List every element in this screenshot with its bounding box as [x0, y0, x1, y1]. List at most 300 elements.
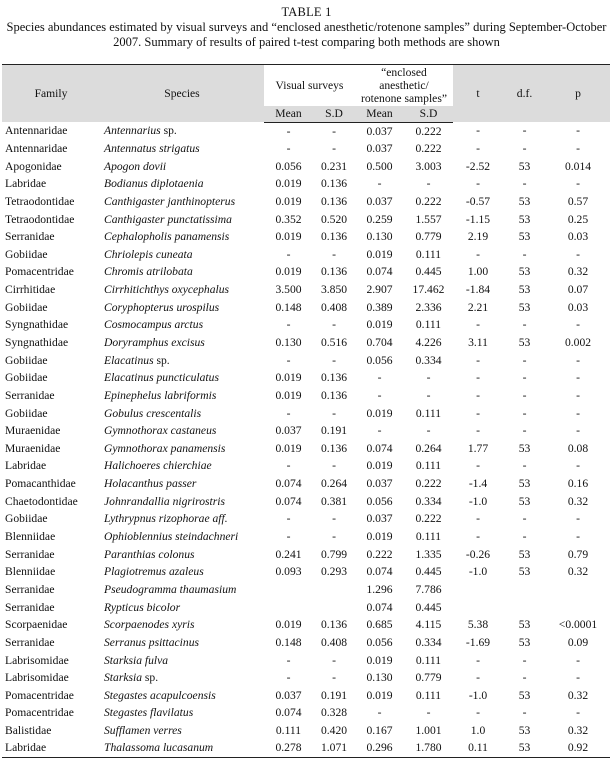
- visual-mean-cell: -: [286, 406, 291, 420]
- enclosed-mean-cell: 0.019: [366, 318, 393, 332]
- t-value-cell: -1.4: [468, 477, 488, 491]
- species-cell: Stegastes flavilatus: [104, 706, 194, 720]
- df-cell: 53: [518, 159, 531, 173]
- enclosed-mean-cell: 1.296: [366, 582, 393, 596]
- enclosed-sd-cell: 1.557: [415, 212, 442, 226]
- p-value-cell: 0.03: [567, 230, 589, 244]
- df-cell: -: [522, 424, 527, 438]
- df-cell: 53: [518, 194, 531, 208]
- enclosed-mean-cell: 0.019: [366, 247, 393, 261]
- enclosed-mean-cell: 0.019: [366, 406, 393, 420]
- species-cell: [100, 351, 264, 369]
- family-cell: Labridae: [5, 459, 47, 473]
- species-cell: Chromis atrilobata: [104, 265, 193, 279]
- species-cell: Halichoeres chierchiae: [104, 459, 212, 473]
- enclosed-sd-cell: 17.462: [412, 283, 445, 297]
- visual-sd-cell: 0.799: [320, 547, 348, 561]
- enclosed-mean-cell: -: [377, 424, 382, 438]
- p-value-cell: 0.002: [564, 336, 592, 349]
- enclosed-sd-cell: 0.334: [415, 494, 442, 508]
- p-value-cell: 0.16: [567, 477, 589, 491]
- t-value-cell: -1.0: [468, 688, 488, 702]
- t-value-cell: -: [476, 124, 480, 138]
- family-cell: Antennaridae: [5, 141, 68, 155]
- header-row-groups: [2, 65, 610, 107]
- enclosed-mean-cell: 0.074: [366, 441, 393, 455]
- species-cell: Gobulus crescentalis: [104, 406, 202, 420]
- visual-mean-cell: -: [286, 124, 291, 138]
- table-row: [2, 369, 610, 387]
- species-genus: Starksia: [104, 671, 143, 685]
- table-row: [2, 122, 610, 140]
- family-cell: Gobiidae: [5, 371, 48, 385]
- enclosed-mean-cell: -: [377, 388, 382, 402]
- species-cell: Plagiotremus azaleus: [104, 565, 204, 579]
- p-value-cell: -: [576, 247, 580, 261]
- table-row: [2, 263, 610, 281]
- visual-sd-cell: 3.850: [320, 283, 348, 297]
- visual-sd-cell: -: [332, 124, 336, 138]
- p-value-cell: -: [576, 530, 580, 544]
- family-cell: Chaetodontidae: [5, 494, 78, 508]
- t-value-cell: -2.52: [465, 159, 491, 173]
- t-value-cell: -: [476, 459, 480, 473]
- family-cell: Cirrhitidae: [5, 283, 56, 297]
- enclosed-sd-cell: 0.111: [415, 530, 442, 544]
- enclosed-mean-cell: 0.500: [366, 159, 393, 173]
- df-cell: 53: [518, 494, 531, 508]
- df-cell: 53: [518, 283, 531, 297]
- species-cell: Lythrypnus rizophorae aff.: [104, 512, 228, 526]
- t-value-cell: -: [476, 388, 480, 402]
- table-row: [2, 616, 610, 634]
- visual-sd-cell: 0.136: [320, 177, 348, 191]
- species-cell: Starksia fulva: [104, 653, 169, 667]
- visual-mean-cell: 0.148: [275, 300, 302, 314]
- species-cell: Serranus psittacinus: [104, 635, 200, 649]
- t-value-cell: [453, 581, 503, 599]
- species-cell: Chriolepis cuneata: [104, 247, 193, 261]
- p-value-cell: 0.79: [567, 547, 589, 561]
- table-row: [2, 722, 610, 740]
- enclosed-sd-cell: 0.111: [415, 406, 442, 420]
- enclosed-mean-cell: 0.685: [366, 618, 393, 632]
- t-value-cell: -: [476, 530, 480, 544]
- t-value-cell: -: [476, 247, 480, 261]
- p-value-cell: 0.32: [567, 265, 589, 279]
- enclosed-sd-cell: 0.222: [415, 124, 442, 138]
- visual-mean-cell: [264, 598, 313, 616]
- family-cell: Scorpaenidae: [5, 618, 68, 632]
- t-value-cell: -: [476, 141, 480, 155]
- p-value-cell: 0.32: [567, 724, 589, 738]
- p-value-cell: -: [576, 706, 580, 720]
- species-cell: Stegastes acapulcoensis: [104, 688, 216, 702]
- family-cell: Gobiidae: [5, 247, 48, 261]
- family-cell: Syngnathidae: [5, 318, 69, 332]
- visual-mean-cell: 0.111: [275, 724, 302, 738]
- df-cell: 53: [518, 212, 531, 226]
- enclosed-mean-cell: 2.907: [366, 283, 393, 297]
- p-value-cell: 0.57: [567, 194, 589, 208]
- family-cell: Gobiidae: [5, 406, 48, 420]
- table-row: [2, 739, 610, 757]
- t-value-cell: -0.57: [465, 194, 491, 208]
- species-cell: [100, 669, 264, 687]
- header-family: Family: [2, 65, 100, 123]
- header-enclosed-line1: “enclosed anesthetic/: [379, 66, 429, 92]
- enclosed-mean-cell: 0.389: [366, 300, 393, 314]
- enclosed-mean-cell: 0.037: [366, 512, 393, 526]
- t-value-cell: -: [476, 671, 480, 685]
- t-value-cell: -: [476, 406, 480, 420]
- visual-mean-cell: 0.019: [275, 265, 302, 279]
- visual-mean-cell: 0.037: [275, 424, 302, 438]
- species-cell: Cirrhitichthys oxycephalus: [104, 283, 230, 297]
- species-cell: Rypticus bicolor: [104, 600, 181, 614]
- table-row: [2, 687, 610, 705]
- table-row: [2, 316, 610, 334]
- visual-sd-cell: 0.136: [320, 441, 348, 455]
- family-cell: Muraenidae: [5, 424, 61, 438]
- family-cell: Labridae: [5, 177, 47, 191]
- enclosed-sd-cell: -: [426, 424, 431, 438]
- visual-sd-cell: -: [332, 247, 336, 261]
- header-visual-mean: Mean: [264, 106, 313, 122]
- t-value-cell: 3.11: [468, 336, 488, 349]
- df-cell: -: [522, 459, 527, 473]
- visual-sd-cell: 0.328: [320, 706, 348, 720]
- visual-mean-cell: -: [286, 141, 291, 155]
- df-cell: -: [522, 124, 527, 138]
- t-value-cell: 1.00: [467, 265, 489, 279]
- df-cell: 53: [518, 441, 531, 455]
- visual-mean-cell: -: [286, 459, 291, 473]
- t-value-cell: -1.69: [465, 635, 491, 649]
- enclosed-sd-cell: 0.222: [415, 477, 442, 491]
- visual-sd-cell: 0.420: [320, 724, 348, 738]
- species-cell: Sufflamen verres: [104, 724, 182, 738]
- table-row: [2, 281, 610, 299]
- enclosed-mean-cell: 0.019: [366, 459, 393, 473]
- enclosed-mean-cell: 0.056: [366, 635, 393, 649]
- visual-mean-cell: 0.074: [275, 494, 302, 508]
- t-value-cell: 1.0: [470, 724, 486, 738]
- visual-mean-cell: 0.278: [264, 739, 313, 757]
- visual-sd-cell: 0.136: [320, 371, 348, 385]
- species-cell: Johnrandallia nigrirostris: [104, 494, 225, 508]
- family-cell: Labrisomidae: [5, 671, 69, 685]
- df-cell: [503, 581, 546, 599]
- enclosed-sd-cell: 0.111: [415, 653, 442, 667]
- visual-mean-cell: 0.019: [275, 441, 302, 455]
- p-value-cell: <0.0001: [558, 618, 598, 632]
- species-suffix: sp.: [153, 353, 170, 367]
- visual-sd-cell: 0.516: [320, 336, 348, 349]
- visual-mean-cell: 3.500: [275, 283, 302, 297]
- enclosed-mean-cell: 0.130: [366, 671, 393, 685]
- visual-sd-cell: 0.191: [320, 688, 348, 702]
- t-value-cell: 0.11: [453, 739, 503, 757]
- t-value-cell: 5.38: [467, 618, 489, 632]
- visual-sd-cell: 0.136: [320, 230, 348, 244]
- enclosed-sd-cell: 2.336: [415, 300, 442, 314]
- df-cell: [503, 598, 546, 616]
- visual-sd-cell: -: [332, 512, 336, 526]
- enclosed-mean-cell: 0.074: [366, 565, 393, 579]
- p-value-cell: -: [576, 318, 580, 332]
- p-value-cell: 0.25: [567, 212, 589, 226]
- t-value-cell: -: [476, 512, 480, 526]
- p-value-cell: -: [576, 424, 580, 438]
- df-cell: 53: [518, 230, 531, 244]
- t-value-cell: -: [476, 353, 480, 367]
- table-row: [2, 598, 610, 616]
- enclosed-sd-cell: 0.264: [415, 441, 442, 455]
- t-value-cell: 1.77: [467, 441, 489, 455]
- visual-mean-cell: 0.019: [275, 371, 302, 385]
- table-row: [2, 528, 610, 546]
- visual-mean-cell: 0.148: [275, 635, 302, 649]
- df-cell: -: [522, 530, 527, 544]
- enclosed-mean-cell: 0.074: [366, 600, 393, 614]
- family-cell: Serranidae: [5, 600, 55, 614]
- visual-mean-cell: 0.241: [275, 547, 302, 561]
- visual-mean-cell: -: [286, 318, 291, 332]
- enclosed-sd-cell: 0.445: [415, 565, 442, 579]
- df-cell: 53: [518, 336, 531, 349]
- enclosed-sd-cell: 1.001: [415, 724, 442, 738]
- df-cell: 53: [518, 265, 531, 279]
- enclosed-mean-cell: -: [377, 706, 382, 720]
- p-value-cell: -: [576, 388, 580, 402]
- family-cell: Apogonidae: [5, 159, 62, 173]
- df-cell: -: [522, 512, 527, 526]
- species-cell: Gymnothorax panamensis: [104, 441, 226, 455]
- df-cell: -: [522, 318, 527, 332]
- enclosed-sd-cell: 0.111: [415, 688, 442, 702]
- table-row: [2, 334, 610, 352]
- df-cell: -: [522, 653, 527, 667]
- p-value-cell: [546, 598, 610, 616]
- enclosed-sd-cell: 0.111: [415, 459, 442, 473]
- enclosed-sd-cell: 0.111: [415, 247, 442, 261]
- p-value-cell: -: [576, 353, 580, 367]
- table-row: [2, 510, 610, 528]
- enclosed-mean-cell: 0.167: [366, 724, 393, 738]
- species-cell: Epinephelus labriformis: [104, 388, 217, 402]
- header-visual-sd: S.D: [313, 106, 355, 122]
- df-cell: 53: [503, 739, 546, 757]
- visual-mean-cell: 0.093: [275, 565, 302, 579]
- species-cell: Thalassoma lucasanum: [100, 739, 264, 757]
- visual-mean-cell: -: [286, 653, 291, 667]
- t-value-cell: [453, 598, 503, 616]
- species-cell: Elacatinus puncticulatus: [104, 371, 219, 385]
- table-row: [2, 175, 610, 193]
- table-row: [2, 298, 610, 316]
- table-row: [2, 387, 610, 405]
- family-cell: Serranidae: [5, 582, 55, 596]
- species-genus: Antennarius: [104, 124, 161, 138]
- family-cell: Gobiidae: [5, 353, 48, 367]
- visual-sd-cell: -: [332, 671, 336, 685]
- species-cell: Cephalopholis panamensis: [104, 230, 230, 244]
- enclosed-sd-cell: -: [426, 706, 431, 720]
- enclosed-sd-cell: 0.334: [415, 635, 442, 649]
- p-value-cell: -: [576, 512, 580, 526]
- p-value-cell: -: [576, 671, 580, 685]
- table-description: Species abundances estimated by visual surveys and “enclosed anesthetic/rotenone samples” during September-October 2007. Summary of results of paired t-test comparing both methods are shown: [6, 20, 607, 49]
- family-cell: Pomacentridae: [5, 688, 74, 702]
- table-row: [2, 210, 610, 228]
- t-value-cell: -: [476, 177, 480, 191]
- visual-mean-cell: -: [286, 247, 291, 261]
- table-row: [2, 404, 610, 422]
- table-row: [2, 245, 610, 263]
- visual-sd-cell: 0.408: [320, 300, 348, 314]
- family-cell: Gobiidae: [5, 300, 48, 314]
- visual-mean-cell: -: [286, 671, 291, 685]
- enclosed-sd-cell: 0.445: [415, 265, 442, 279]
- visual-mean-cell: 0.019: [275, 177, 302, 191]
- p-value-cell: 0.32: [567, 565, 589, 579]
- visual-mean-cell: [264, 581, 313, 599]
- visual-sd-cell: -: [332, 318, 336, 332]
- table-body: [2, 122, 610, 757]
- table-row: [2, 545, 610, 563]
- species-cell: Cosmocampus arctus: [104, 318, 204, 332]
- header-enclosed-samples: [355, 65, 453, 107]
- header-df: d.f.: [503, 65, 546, 123]
- table-row: [2, 492, 610, 510]
- visual-sd-cell: [313, 598, 355, 616]
- df-cell: 53: [518, 477, 531, 491]
- table-row: [2, 475, 610, 493]
- species-cell: Ophioblennius steindachneri: [104, 530, 239, 544]
- enclosed-mean-cell: 0.259: [366, 212, 393, 226]
- visual-sd-cell: -: [332, 459, 336, 473]
- species-cell: Antennatus strigatus: [104, 141, 200, 155]
- df-cell: -: [522, 177, 527, 191]
- table-row: [2, 351, 610, 369]
- visual-sd-cell: 0.520: [320, 212, 348, 226]
- header-t: t: [453, 65, 503, 123]
- enclosed-sd-cell: -: [426, 388, 431, 402]
- p-value-cell: -: [576, 406, 580, 420]
- enclosed-sd-cell: 0.334: [415, 353, 442, 367]
- family-cell: Antennaridae: [5, 124, 68, 138]
- t-value-cell: 2.19: [467, 230, 489, 244]
- p-value-cell: 0.07: [567, 283, 589, 297]
- table-row: [2, 228, 610, 246]
- species-genus: Elacatinus: [104, 353, 154, 367]
- enclosed-mean-cell: 0.296: [355, 739, 404, 757]
- visual-sd-cell: 1.071: [313, 739, 355, 757]
- enclosed-sd-cell: 0.445: [415, 600, 442, 614]
- visual-sd-cell: 0.136: [320, 194, 348, 208]
- visual-sd-cell: 0.191: [320, 424, 348, 438]
- visual-sd-cell: [313, 581, 355, 599]
- family-cell: Serranidae: [5, 230, 55, 244]
- visual-mean-cell: 0.352: [275, 212, 302, 226]
- header-visual-surveys: Visual surveys: [264, 65, 355, 107]
- visual-mean-cell: 0.019: [275, 618, 302, 632]
- family-cell: Tetraodontidae: [5, 212, 75, 226]
- t-value-cell: -1.15: [465, 212, 491, 226]
- enclosed-mean-cell: 0.019: [366, 653, 393, 667]
- enclosed-mean-cell: 0.019: [366, 530, 393, 544]
- df-cell: -: [522, 141, 527, 155]
- table-row: [2, 634, 610, 652]
- p-value-cell: -: [576, 124, 580, 138]
- visual-mean-cell: 0.019: [275, 230, 302, 244]
- table-row: [2, 193, 610, 211]
- table-row: [2, 704, 610, 722]
- visual-mean-cell: 0.037: [275, 688, 302, 702]
- header-p: p: [546, 65, 610, 123]
- df-cell: -: [522, 247, 527, 261]
- visual-sd-cell: 0.136: [320, 388, 348, 402]
- enclosed-mean-cell: 0.056: [366, 353, 393, 367]
- species-cell: Paranthias colonus: [104, 547, 195, 561]
- df-cell: 53: [518, 724, 531, 738]
- header-enclosed-sd: S.D: [404, 106, 453, 122]
- family-cell: Serranidae: [5, 388, 55, 402]
- species-cell: Gymnothorax castaneus: [104, 424, 217, 438]
- df-cell: 53: [518, 688, 531, 702]
- visual-mean-cell: 0.019: [275, 194, 302, 208]
- species-abundance-table: [2, 64, 610, 758]
- table-row: [2, 669, 610, 687]
- visual-mean-cell: -: [286, 353, 291, 367]
- table-title: TABLE 1: [281, 5, 332, 19]
- enclosed-sd-cell: -: [426, 177, 431, 191]
- df-cell: -: [522, 353, 527, 367]
- enclosed-sd-cell: 0.111: [415, 318, 442, 332]
- enclosed-sd-cell: 4.226: [415, 336, 442, 349]
- enclosed-mean-cell: 0.130: [366, 230, 393, 244]
- family-cell: Blenniidae: [5, 565, 56, 579]
- family-cell: Serranidae: [5, 635, 55, 649]
- visual-sd-cell: 0.293: [320, 565, 348, 579]
- species-cell: Apogon dovii: [104, 159, 167, 173]
- visual-sd-cell: -: [332, 406, 336, 420]
- table-row: [2, 457, 610, 475]
- p-value-cell: 0.014: [564, 159, 592, 173]
- enclosed-mean-cell: 0.704: [366, 336, 393, 349]
- p-value-cell: 0.32: [567, 688, 589, 702]
- enclosed-mean-cell: 0.037: [366, 124, 393, 138]
- df-cell: -: [522, 371, 527, 385]
- visual-sd-cell: -: [332, 141, 336, 155]
- p-value-cell: 0.08: [567, 441, 589, 455]
- enclosed-sd-cell: 0.779: [415, 671, 442, 685]
- p-value-cell: 0.03: [567, 300, 589, 314]
- species-cell: Bodianus diplotaenia: [104, 177, 204, 191]
- visual-mean-cell: 0.130: [275, 336, 302, 349]
- visual-mean-cell: 0.074: [275, 706, 302, 720]
- enclosed-mean-cell: 0.056: [366, 494, 393, 508]
- visual-mean-cell: 0.074: [275, 477, 302, 491]
- t-value-cell: -: [476, 371, 480, 385]
- species-cell: Canthigaster punctatissima: [104, 212, 232, 226]
- enclosed-sd-cell: 0.779: [415, 230, 442, 244]
- header-species: Species: [100, 65, 264, 123]
- t-value-cell: 2.21: [467, 300, 489, 314]
- t-value-cell: -: [476, 318, 480, 332]
- p-value-cell: -: [576, 177, 580, 191]
